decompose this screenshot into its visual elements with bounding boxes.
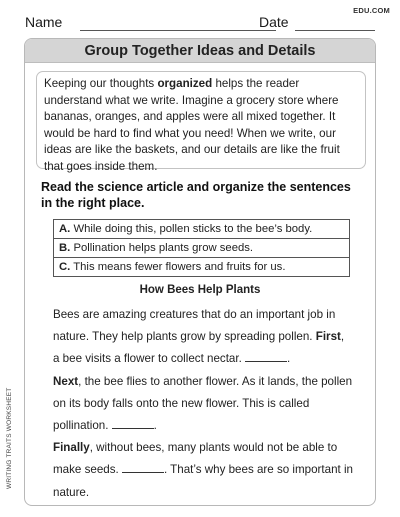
intro-text-1: Keeping our thoughts: [44, 77, 158, 90]
article-text: . That’s why bees are so important in nature.: [53, 463, 353, 499]
intro-box: [36, 71, 366, 173]
sentence-options-table: [53, 219, 350, 277]
worksheet-title: Group Together Ideas and Details: [25, 39, 375, 63]
sentence-text: This means fewer flowers and fruits for us.: [73, 261, 286, 273]
transition-word: Finally: [53, 441, 90, 455]
worksheet-card: [24, 38, 376, 506]
sentence-letter: B.: [59, 242, 71, 254]
article-text: .: [287, 352, 291, 366]
article-text: , the bee flies to another flower. As it lands, the pollen on its body falls onto the new flower. This is called pollination.: [53, 374, 353, 433]
instruction-text: Read the science article and organize the sentences in the right place.: [41, 180, 351, 210]
article-paragraph-1: [53, 304, 353, 371]
article-paragraph-3: [53, 437, 353, 504]
answer-blank-2[interactable]: [112, 419, 154, 429]
article-text: .: [153, 419, 157, 433]
transition-word: First: [315, 330, 341, 344]
answer-blank-3[interactable]: [122, 463, 164, 473]
date-line[interactable]: [295, 30, 375, 31]
article-body: [53, 304, 353, 504]
name-line[interactable]: [80, 30, 276, 31]
sentence-cell: [54, 239, 350, 258]
intro-text-2: helps the reader understand what we write. Imagine a grocery store where bananas, oranges, and apples were all mixed together. It would be hard to find what you need! When we write, our ideas are like the baskets, and our details are like the fruit that goes inside them.: [44, 77, 340, 173]
article-text: , a bee visits a flower to collect nectar.: [53, 330, 345, 366]
article-text: , without bees, many plants would not be able to make seeds.: [53, 441, 338, 477]
article-text: Bees are amazing creatures that do an important job in nature. They help plants grow by spreading pollen.: [53, 308, 336, 344]
sentence-row: [54, 239, 350, 258]
transition-word: Next: [53, 374, 79, 388]
sentence-cell: [54, 258, 350, 277]
name-label: Name: [25, 14, 63, 30]
side-category-label: WRITING TRAITS WORKSHEET: [6, 387, 13, 489]
name-date-row: [25, 14, 375, 34]
answer-blank-1[interactable]: [245, 352, 287, 362]
sentence-text: While doing this, pollen sticks to the bee’s body.: [73, 223, 313, 235]
sentence-letter: A.: [59, 223, 71, 235]
date-label: Date: [259, 14, 289, 30]
sentence-text: Pollination helps plants grow seeds.: [73, 242, 254, 254]
sentence-letter: C.: [59, 261, 71, 273]
article-paragraph-2: [53, 371, 353, 438]
sentence-row: [54, 258, 350, 277]
sentence-cell: [54, 220, 350, 239]
sentence-row: [54, 220, 350, 239]
brand-logo: EDU.COM: [353, 6, 390, 15]
intro-bold: organized: [157, 77, 213, 90]
article-title: How Bees Help Plants: [139, 284, 261, 296]
